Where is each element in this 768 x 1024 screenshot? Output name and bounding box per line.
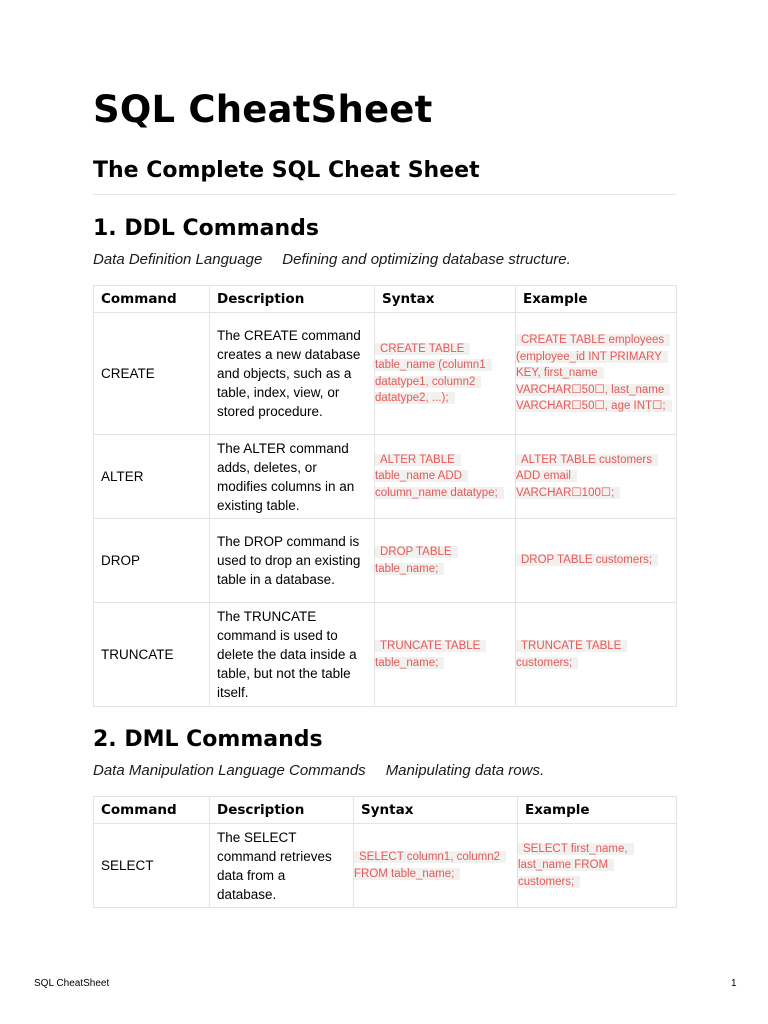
code-snippet: CREATE TABLE table_name (column1 datatype1, column2 datatype2, ...); (375, 343, 492, 405)
intro-term: Data Definition Language (93, 251, 263, 268)
table-row (94, 313, 677, 435)
column-header: Command (94, 286, 210, 313)
column-header: Syntax (354, 797, 518, 824)
column-header: Description (210, 797, 354, 824)
syntax-cell (375, 435, 516, 519)
code-snippet: TRUNCATE TABLE table_name; (375, 640, 486, 669)
command-cell: ALTER (94, 435, 210, 519)
syntax-cell (375, 313, 516, 435)
syntax-cell (375, 519, 516, 603)
column-header: Example (518, 797, 677, 824)
section-intro-ddl (93, 251, 571, 268)
column-header: Syntax (375, 286, 516, 313)
intro-description: Manipulating data rows. (385, 762, 545, 779)
code-snippet: ALTER TABLE customers ADD email VARCHAR☐100☐; (516, 454, 658, 499)
intro-term: Data Manipulation Language Commands (93, 762, 366, 779)
section-heading-dml: 2. DML Commands (93, 727, 323, 752)
dml-commands-table (93, 796, 677, 908)
column-header: Description (210, 286, 375, 313)
intro-description: Defining and optimizing database structure. (282, 251, 571, 268)
description-cell: The SELECT command retrieves data from a database. (210, 824, 354, 908)
code-snippet: DROP TABLE table_name; (375, 546, 458, 575)
document-subtitle: The Complete SQL Cheat Sheet (93, 158, 480, 183)
command-cell: SELECT (94, 824, 210, 908)
table-row (94, 603, 677, 707)
ddl-commands-table (93, 285, 677, 707)
syntax-cell (375, 603, 516, 707)
table-header-row (94, 286, 677, 313)
code-snippet: DROP TABLE customers; (516, 554, 658, 566)
table-header-row (94, 797, 677, 824)
example-cell (518, 824, 677, 908)
code-snippet: TRUNCATE TABLE customers; (516, 640, 627, 669)
footer-page-number: 1 (731, 978, 737, 989)
section-heading-ddl: 1. DDL Commands (93, 216, 319, 241)
column-header: Example (516, 286, 677, 313)
column-header: Command (94, 797, 210, 824)
command-cell: CREATE (94, 313, 210, 435)
divider (93, 194, 676, 195)
code-snippet: ALTER TABLE table_name ADD column_name datatype; (375, 454, 504, 499)
table-row (94, 519, 677, 603)
command-cell: TRUNCATE (94, 603, 210, 707)
example-cell (516, 519, 677, 603)
code-snippet: SELECT column1, column2 FROM table_name; (354, 851, 506, 880)
description-cell: The DROP command is used to drop an existing table in a database. (210, 519, 375, 603)
code-snippet: CREATE TABLE employees (employee_id INT PRIMARY KEY, first_name VARCHAR☐50☐, last_name VARCHAR☐50☐, age INT☐; (516, 334, 672, 412)
footer-document-name: SQL CheatSheet (34, 978, 110, 989)
syntax-cell (354, 824, 518, 908)
description-cell: The CREATE command creates a new database and objects, such as a table, index, view, or stored procedure. (210, 313, 375, 435)
document-title: SQL CheatSheet (93, 88, 433, 131)
code-snippet: SELECT first_name, last_name FROM customers; (518, 843, 634, 888)
table-row (94, 435, 677, 519)
example-cell (516, 313, 677, 435)
section-intro-dml (93, 762, 544, 779)
description-cell: The TRUNCATE command is used to delete the data inside a table, but not the table itself. (210, 603, 375, 707)
table-row (94, 824, 677, 908)
description-cell: The ALTER command adds, deletes, or modifies columns in an existing table. (210, 435, 375, 519)
command-cell: DROP (94, 519, 210, 603)
example-cell (516, 435, 677, 519)
example-cell (516, 603, 677, 707)
